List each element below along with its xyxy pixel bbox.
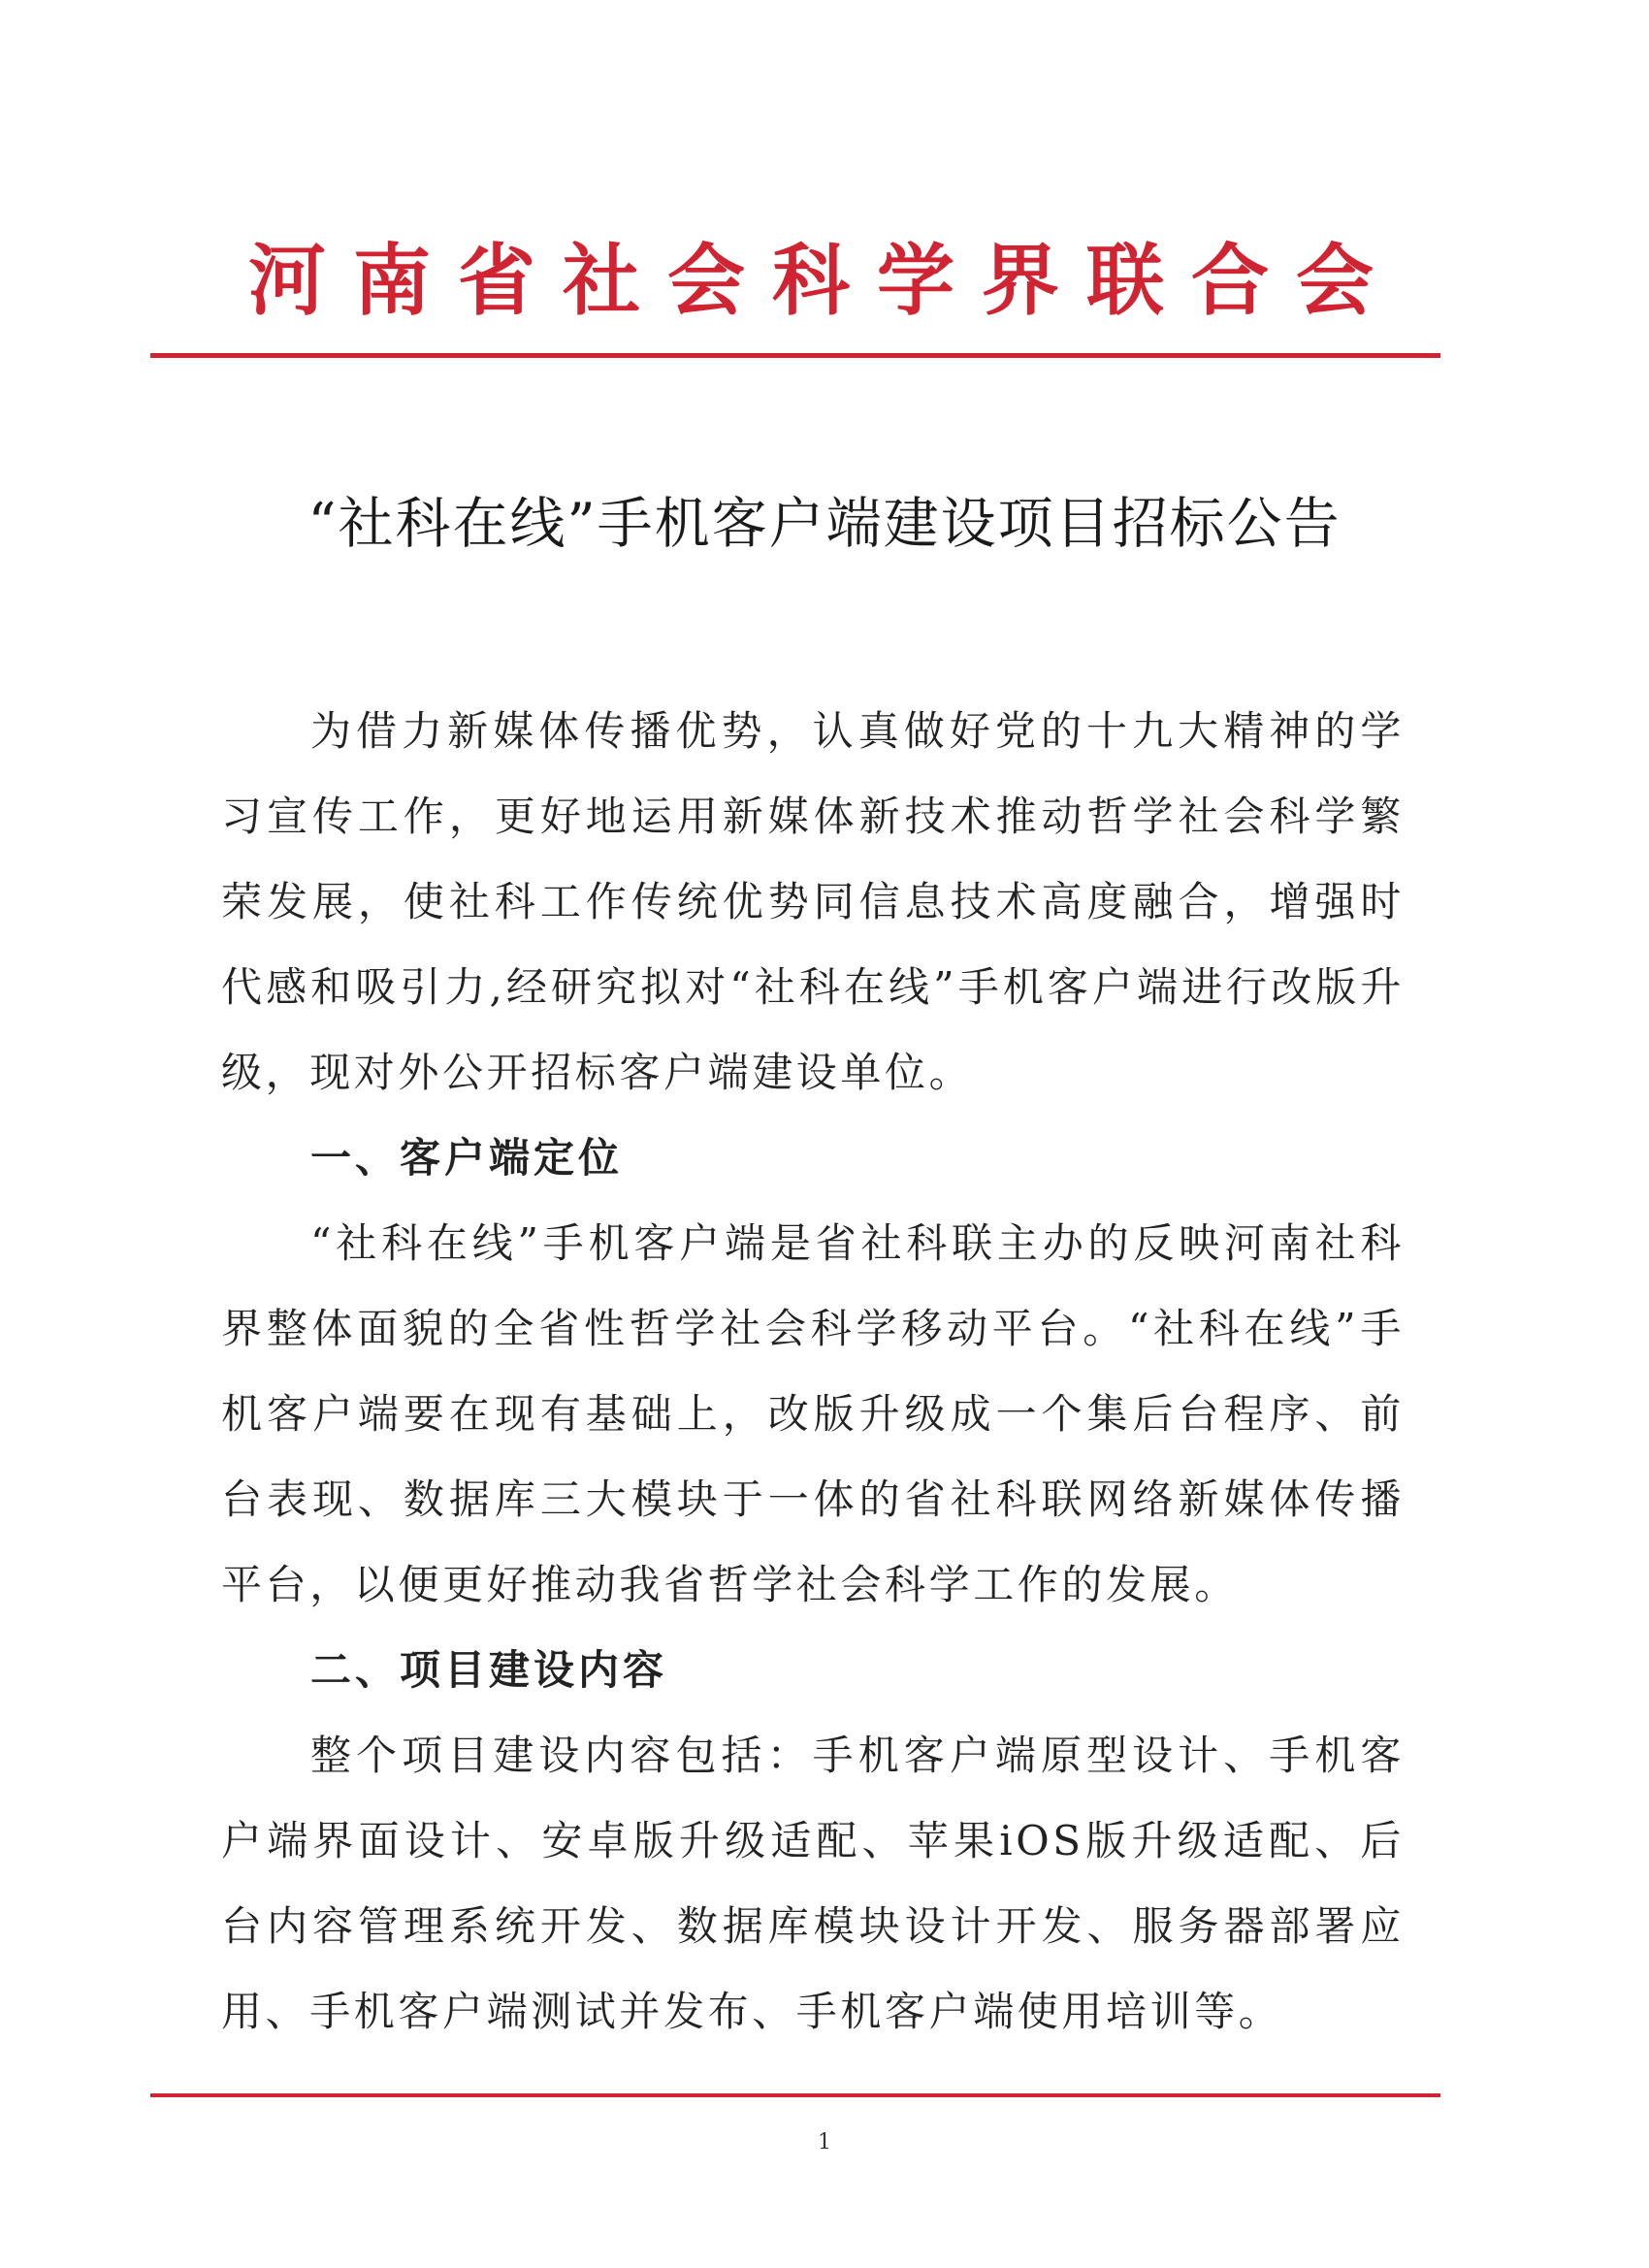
header-divider-line (150, 353, 1440, 358)
section-body-positioning: “社科在线”手机客户端是省社科联主办的反映河南社科界整体面貌的全省性哲学社会科学移动平台。“社科在线”手机客户端要在现有基础上，改版升级成一个集后台程序、前台表现、数据库三大模块于一体的省社科联网络新媒体传播平台，以便更好推动我省哲学社会科学工作的发展。 (221, 1219, 1405, 1608)
section-body-contents: 整个项目建设内容包括：手机客户端原型设计、手机客户端界面设计、安卓版升级适配、苹果iOS版升级适配、后台内容管理系统开发、数据库模块设计开发、服务器部署应用、手机客户端测试并发布、手机客户端使用培训等。 (221, 1732, 1405, 2035)
section-heading-positioning: 一、客户端定位 (310, 1134, 624, 1182)
section-heading-contents: 二、项目建设内容 (310, 1646, 668, 1694)
document-title: “社科在线”手机客户端建设项目招标公告 (307, 492, 1342, 556)
organization-letterhead: 河南省社会科学界联合会 (248, 236, 1401, 326)
document-body (221, 689, 1405, 2055)
footer-divider-line (150, 2093, 1440, 2097)
page-number: 1 (818, 2130, 831, 2155)
intro-paragraph: 为借力新媒体传播优势，认真做好党的十九大精神的学习宣传工作，更好地运用新媒体新技术推动哲学社会科学繁荣发展，使社科工作传统优势同信息技术高度融合，增强时代感和吸引力,经研究拟对“社科在线”手机客户端进行改版升级，现对外公开招标客户端建设单位。 (221, 707, 1405, 1096)
